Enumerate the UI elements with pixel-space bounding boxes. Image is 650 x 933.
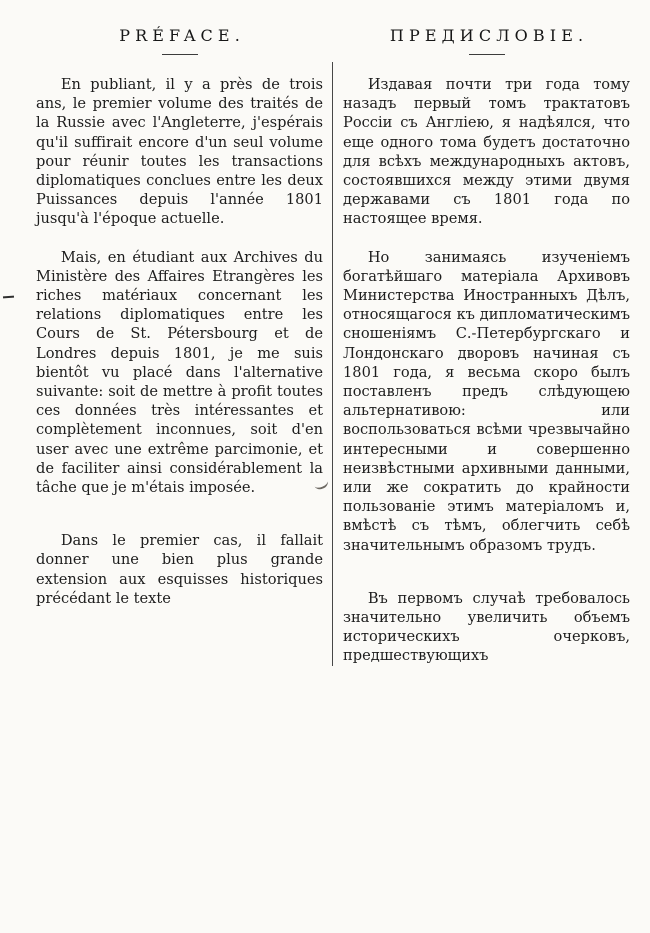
russian-paragraph-1: Издавая почти три года тому назадъ первый томъ трактатовъ Россіи съ Англіею, я надѣялся, что еще одного тома будетъ достаточно для всѣхъ международныхъ актовъ, состоявшихся между этими двумя державами съ 1801 года по настоящее время. [343, 76, 630, 228]
two-column-layout [0, 26, 650, 666]
russian-title: ПРЕДИСЛОВІЕ. [389, 26, 589, 45]
russian-column [333, 26, 630, 666]
french-paragraph-2: Mais, en étudiant aux Archives du Ministère des Affaires Etrangères les riches matériaux concernant les relations diplomatiques entre les Cours de St. Pétersbourg et de Londres depuis 1801, je me suis bientôt vu placé dans l'alternative suivante: soit de mettre à profit toutes ces données très intéressantes et complètement inconnues, soit d'en user avec une extrême parcimonie, et de faciliter ainsi considérablement la tâche que je m'étais imposée. [36, 248, 323, 497]
french-paragraph-1: En publiant, il y a près de trois ans, le premier volume des traités de la Russie avec l'Angleterre, j'espérais qu'il suffirait encore d'un seul volume pour réunir toutes les transactions diplomatiques conclues entre les deux Puissances depuis l'année 1801 jusqu'à l'époque actuelle. [36, 76, 323, 228]
russian-title-rule [469, 54, 505, 55]
russian-paragraph-3: Въ первомъ случаѣ требовалось значительно увеличить объемъ историческихъ очерковъ, предшествующихъ [343, 589, 630, 665]
french-column [36, 26, 332, 666]
french-title: PRÉFACE. [119, 26, 245, 45]
russian-paragraph-2: Но занимаясь изученіемъ богатѣйшаго матеріала Архивовъ Министерства Иностранныхъ Дѣлъ, относящагося къ дипломатическимъ сношеніямъ С.-Петербургскаго и Лондонскаго дворовъ начиная съ 1801 года, я весьма скоро былъ поставленъ предъ слѣдующею альтернативою: или воспользоваться всѣми чрезвычайно интересными и совершенно неизвѣстными архивными данными, или же сократить до крайности пользованіе этимъ матеріаломъ и, вмѣстѣ съ тѣмъ, облегчить себѣ значительнымъ образомъ трудъ. [343, 248, 630, 554]
french-paragraph-3: Dans le premier cas, il fallait donner une bien plus grande extension aux esquisses historiques précédant le texte [36, 532, 323, 607]
french-title-rule [162, 54, 198, 55]
